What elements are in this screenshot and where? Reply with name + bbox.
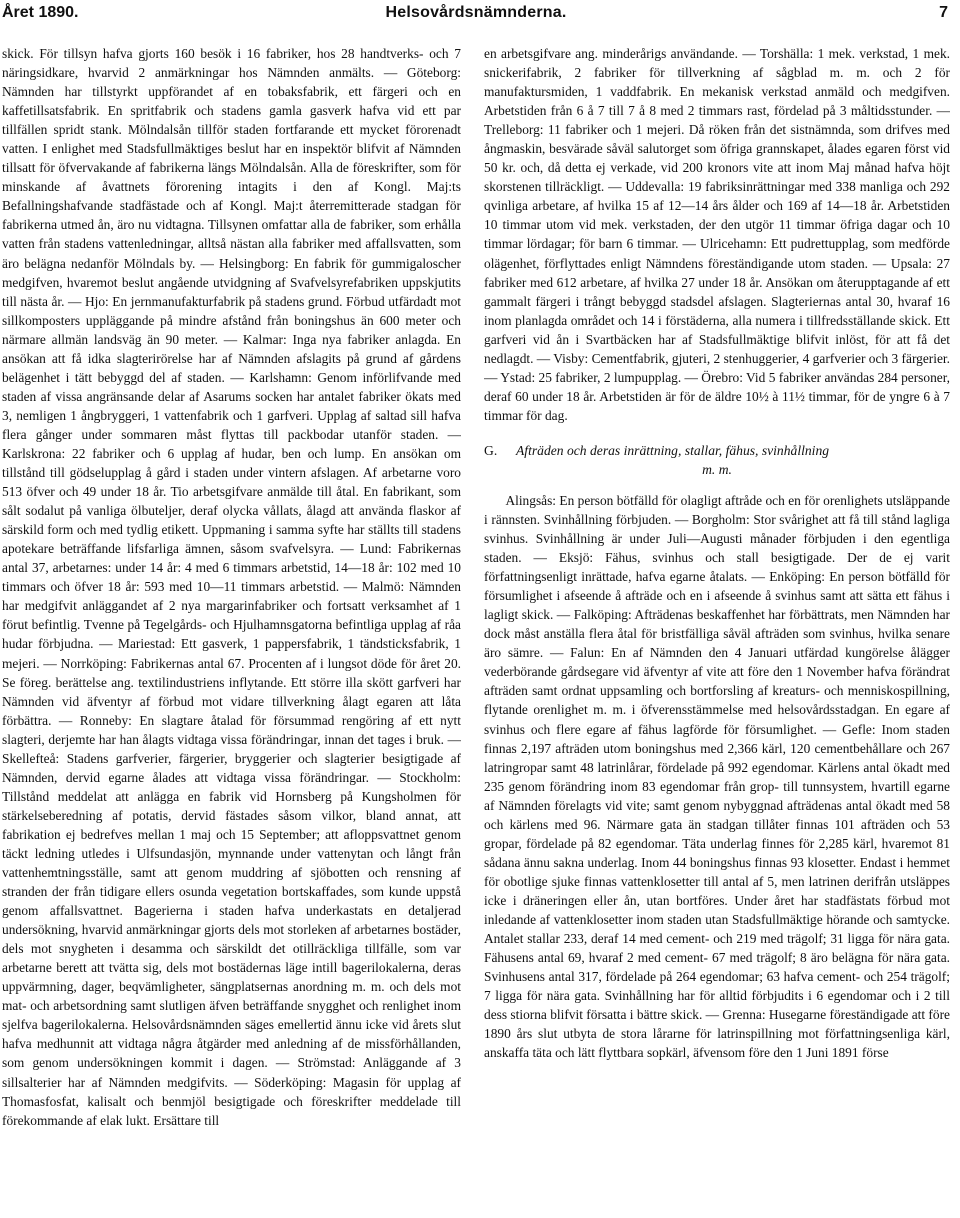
running-head-year: Året 1890. bbox=[2, 4, 79, 21]
running-head-title: Helsovårdsnämnderna. bbox=[385, 4, 567, 21]
section-title-line1: Afträden och deras inrättning, stallar, fähus, svinhållning bbox=[516, 442, 830, 458]
right-column-paragraph: en arbetsgifvare ang. minderårigs användande. — Torshälla: 1 mek. verkstad, 1 mek. snickerifabrik, 2 fabriker för tillverkning af sågblad m. m. och 2 för manufaktursmiden, 1 vaddfabrik. En mekanisk verkstad anmäld och medgifven. Arbetstiden från 6 å 7 till 7 å 8 med 2 timmars rast, fördelad på 3 måltidsstunder. — Trelleborg: 11 fabriker och 1 mejeri. Då röken från det sistnämnda, som drifves med ångmaskin, besvärade såväl salutorget som öfriga grannskapet, ålades egaren först vid 50 kr. och, då detta ej verkade, vid 200 kronors vite att inom Maj månad hafva höjt skorstenen tillräckligt. — Uddevalla: 19 fabriksinrättningar med 338 manliga och 292 qvinliga arbetare, af hvilka 15 af 12—14 års ålder och 169 af 14—18 år. Arbetstiden 10 timmar utom vid mek. verkstaden, der den utgör 11 timmar öfriga dagar och 10 timmar lördagar; för barn 6 timmar. — Ulricehamn: Ett pudrettupplag, som medförde olägenhet, förflyttades enligt Nämndens föreständigande utom staden. — Upsala: 27 fabriker med 612 arbetare, af hvilka 27 under 18 år. Ansökan om återupptagande af ett gammalt färgeri i trångt bebyggd stadsdel afslagen. Slagteriernas antal 30, hvaraf 16 inom planlagda området och 14 i förstäderna, alla numera i tillfredsställande skick. Ett garfveri vid ån i Svartbäcken har af Stadsfullmäktige blifvit inlöst, för att få det nedlagdt. — Visby: Cementfabrik, gjuteri, 2 stenhuggerier, 4 garfverier och 3 färgerier. — Ystad: 25 fabriker, 2 lumpupplag. — Örebro: Vid 5 fabriker användas 284 personer, deraf 60 under 18 år. Arbetstiden är för de äldre 10½ à 11½ timmar, för de yngre 6 à 7 timmar för dag. bbox=[484, 46, 950, 423]
page-number: 7 bbox=[939, 4, 948, 21]
section-title-line2: m. m. bbox=[702, 461, 732, 477]
section-letter: G. bbox=[484, 442, 498, 458]
right-column bbox=[484, 44, 950, 1216]
right-column-section-paragraph: Alingsås: En person bötfälld för olagligt aftråde och en för orenlighets utsläppande i rännsten. Svinhållning förbjuden. — Borgholm: Stor svårighet att få till stånd lagliga svinhus. Svinhållning är under Juli—Augusti månader förbjuden i den egentliga staden. — Eksjö: Fähus, svinhus och stall besigtigade. Der de ej varit författningsenligt inrättade, hafva egarne åtalats. — Enköping: En person bötfälld för försumlighet i afseende å afträde och en i afseende å svinhus samt att sätta ett fähus i lagligt skick. — Falköping: Afträdenas beskaffenhet har förbättrats, men Nämnden har dock måst anställa flera åtal för bristfälliga såväl afträden som svinhus, hvilka senare äro sämre. — Falun: En af Nämnden den 4 Januari utfärdad kungörelse ålägger vederbörande gårdsegare vid äfventyr af vite att före den 1 November hafva förändrat afträden samt ordnat uppsamling och bortforsling af kreaturs- och menniskospillning, flytande orenlighet m. m. i öfverensstämmelse med helsovårdsstadgan. En egare af svinhus och flere egare af fähus lagförde för försumlighet. — Gefle: Inom staden finnas 2,197 afträden utom boningshus med 2,366 kärl, 120 cementbehållare och 267 latringropar samt 48 latrinlårar, fördelade på 992 egendomar. Kärlens antal ökadt med 235 genom förändring inom 83 egendomar från grop- till tunnsystem, hvartill egarne af Nämnden förelagts vid vite; samt genom nybyggnad afträdenas antal ökadt med 58 och kärlens med 96. Närmare gata än stadgan tillåter finnas 101 afträden och 53 gropar, fördelade på 82 egendomar. Täta underlag finnes för 2,285 kärl, hvaremot 81 sådana ännu sakna underlag. Inom 44 boningshus finnas 93 klosetter. Endast i hemmet för obotlige sjuke finnas vattenklosetter till antal af 5, men latrinen derifrån utsläppes icke i dräneringen eller ån, utan bortföres. Under året har stadfästats förbud mot inledande af vattenklosetter inom staden utan Stadsfullmäktige hörande och samtycke. Antalet stallar 233, deraf 14 med cement- och 219 med trägolf; 31 ligga för nära gata. Fähusens antal 69, hvaraf 2 med cement- 67 med trägolf; 8 äro belägna för nära gata. Svinhusens antal 317, fördelade på 264 egendomar; 63 hafva cement- och 254 trägolf; 7 ligga för nära gata. Svinhållning har för alltid förbjudits i 6 egendomar och i 2 till dess stiorna blifvit försatta i bättre skick. — Grenna: Husegarne föreständigade att före 1890 års slut utbyta de stora lårarne för latrinspillning mot författningsenliga kärl, anskaffa täta och lätt flyttbara sopkärl, äfvensom före den 1 Juni 1891 förse bbox=[484, 492, 950, 1061]
left-column-paragraph: skick. För tillsyn hafva gjorts 160 besök i 16 fabriker, hos 28 handtverks- och 7 näringsidkare, hvarvid 2 anmärkningar hos Nämnden anmälts. — Göteborg: Nämnden har tillstyrkt uppförandet af en tobaksfabrik, ett färgeri och en kaffetillsatsfabrik. En spritfabrik och stadens gamla gasverk hafva vid ett par tillfällen spridt stank. Mölndalsån tillför staden fortfarande ett mycket förorenadt vatten. I enlighet med Stadsfullmäktiges beslut har en inspektör blifvit af Nämnden tillsatt för öfvervakande af fabrikerna längs Mölndalsån. Alla de föreskrifter, som för minskande af åvattnets förorening intagits i den af Kongl. Maj:ts Befallningshafvande stadfästade och af Kongl. Maj:t återremitterade stadgan för fabrikerna utmed ån, äro nu vidtagna. Tillsynen omfattar alla de fabriker, som erhålla vatten från stadens vattenledningar, alltså nästan alla fabriker med affallsvatten, som äro belägna nedanför Mölndals by. — Helsingborg: En fabrik för gummigaloscher medgifven, hvaremot beslut angående utvidgning af Svafvelsyrefabriken uppskjutits till nästa år. — Hjo: En jernmanufakturfabrik på stadens grund. Förbud utfärdadt mot sillkomposters uppläggande på mindre afstånd från boningshus än 600 meter och närmare allmän landsväg än 90 meter. — Kalmar: Inga nya fabriker anlagda. En ansökan att få idka slagterirörelse har af Nämnden afslagits på grund af gårdens belägenhet i tätt bebyggd del af staden. — Karlshamn: Genom införlifvande med staden af vissa angränsande delar af Asarums socken har antalet fabriker ökats med 3, nemligen 1 ångbryggeri, 1 vattenfabrik och 1 garfveri. Upplag af saltad sill hafva flera gånger under sommaren måst flyttas till packbodar utanför staden. — Karlskrona: 22 fabriker och 6 upplag af hudar, ben och lump. En ansökan om tillstånd till gödselupplag å gård i staden under vintern afslagen. Af arbetarne voro 513 öfver och 49 under 18 år. Tio arbetsgifvare anmälde till åtal. En fabrikant, som sålt sodalut på vanliga ölbuteljer, deraf olycka vållats, ålagd att använda flaskor af särskild form och med tydlig etikett. Uppmaning i samma syfte har ställts till stadens apotekare beträffande lifsfarliga ämnen, såsom svafvelsyra. — Lund: Fabrikernas antal 37, arbetarnes: under 14 år: 4 med 6 timmars arbetstid, 14—18 år: 102 med 10 timmars och öfver 18 år: 593 med 10—11 timmars arbetstid. — Malmö: Nämnden har medgifvit anläggandet af 2 nya margarinfabriker och fortsatt verksamhet af 1 förut befintlig. Tvenne på Tegelgårds- och Hjulhamnsgatorna befintliga upplag af råa hudar förbjudna. — Mariestad: Ett gasverk, 1 pappersfabrik, 1 tändsticksfabrik, 1 mejeri. — Norrköping: Fabrikernas antal 67. Procenten af i lungsot döde för året 20. Se föreg. berättelse ang. textilindustriens inflytande. Ett större illa skött garfveri har Nämnden vid äfventyr af förbud mot vidare tillverkning ålagt egaren att låta förbättra. — Ronneby: En slagtare åtalad för försummad rengöring af ett nytt slagteri, derjemte har han ålagts vidtaga vissa förändringar, innan det tages i bruk. — Skellefteå: Stadens garfverier, färgerier, bryggerier och slagterier besigtigade af Nämnden, dervid egarne ålades att vidtaga vissa förändringar. — Stockholm: Tillstånd meddelat att anlägga en fabrik vid Hornsberg på Kungsholmen för stärkelseberedning af potatis, dervid fästades såsom vilkor, bland annat, att fabrikation ej bedrefves mellan 1 maj och 15 September; att afloppsvattnet genom täckt ledning utledes i Ulfsundasjön, mynnande under vattenytan och långt från vattenhemtningsställe, samt att genom muddring af sjöbotten och rensning af stranden der från tidigare ellers osunda vegetation bortskaffades, som kunde uppstå genom affallsvattnet. Bagerierna i staden hafva underkastats en detaljerad undersökning, hvarvid anmärkningar gjorts dels mot storleken af arbetarnes bostäder, dels mot snygheten i desamma och särskildt det otillräckliga tillfälle, som var arbetarne berett att tvätta sig, dels mot bostädernas läge intill bagerilokalerna, deras uppvärmning, dager, beqvämligheter, sängplatsernas anordning m. m. och dels mot mat- och arbetsordning samt slutligen äfven beträffande snygghet och renlighet inom sjelfva bagerilokalerna. Helsovårdsnämnden säges emellertid ännu icke vid årets slut hafva medhunnit att vidtaga några åtgärder med anledning af de missförhållanden, som genom undersökningen kommit i dagen. — Strömstad: Anläggande af 3 sillsalterier har af Nämnden medgifvits. — Söderköping: Magasin för upplag af Thomasfosfat, kalisalt och benmjöl besigtigade och föreskrifter meddelade till förekommande af elak lukt. Ersättare till bbox=[2, 46, 461, 1128]
left-column bbox=[2, 44, 461, 1216]
running-head bbox=[0, 4, 952, 26]
section-heading bbox=[484, 441, 950, 479]
